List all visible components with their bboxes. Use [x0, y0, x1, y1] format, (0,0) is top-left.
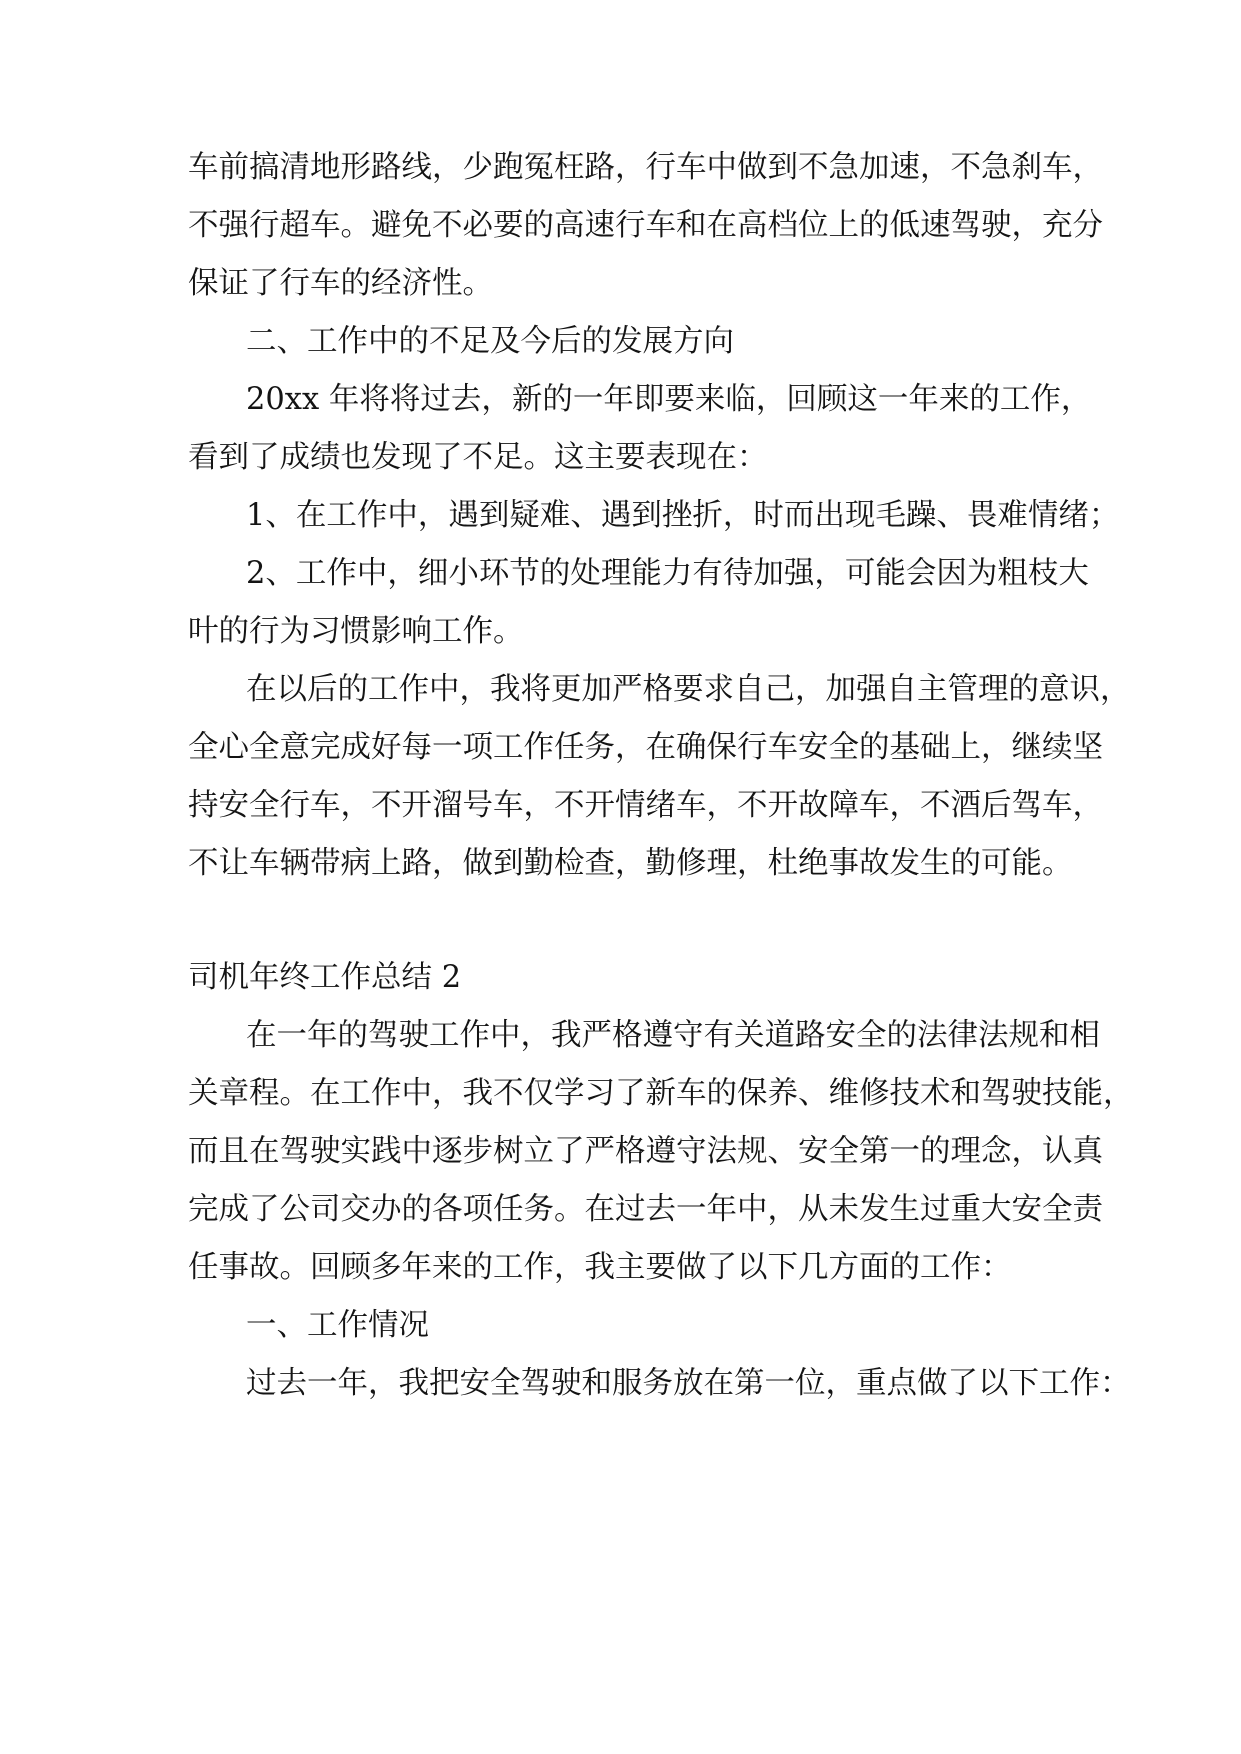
text-line: 20xx 年将将过去，新的一年即要来临，回顾这一年来的工作， [246, 382, 1092, 417]
text-line: 在一年的驾驶工作中，我严格遵守有关道路安全的法律法规和相 [246, 1018, 1100, 1053]
list-item: 2、工作中，细小环节的处理能力有待加强，可能会因为粗枝大 [246, 556, 1089, 591]
text-line: 全心全意完成好每一项工作任务，在确保行车安全的基础上，继续坚 [188, 730, 1103, 765]
text-line: 持安全行车，不开溜号车，不开情绪车，不开故障车，不酒后驾车， [188, 788, 1103, 823]
document-title: 司机年终工作总结 2 [188, 960, 462, 995]
text-line: 而且在驾驶实践中逐步树立了严格遵守法规、安全第一的理念，认真 [188, 1134, 1103, 1169]
text-line: 完成了公司交办的各项任务。在过去一年中，从未发生过重大安全责 [188, 1192, 1103, 1227]
text-line: 在以后的工作中，我将更加严格要求自己，加强自主管理的意识， [246, 672, 1131, 707]
list-item: 1、在工作中，遇到疑难、遇到挫折，时而出现毛躁、畏难情绪； [246, 498, 1120, 533]
section-heading: 二、工作中的不足及今后的发展方向 [246, 324, 734, 359]
text-line: 不强行超车。避免不必要的高速行车和在高档位上的低速驾驶，充分 [188, 208, 1103, 243]
text-line: 过去一年，我把安全驾驶和服务放在第一位，重点做了以下工作： [246, 1366, 1131, 1401]
text-line: 保证了行车的经济性。 [188, 266, 493, 301]
text-line: 看到了成绩也发现了不足。这主要表现在： [188, 440, 768, 475]
text-line: 车前搞清地形路线，少跑冤枉路，行车中做到不急加速，不急刹车， [188, 150, 1103, 185]
text-line: 任事故。回顾多年来的工作，我主要做了以下几方面的工作： [188, 1250, 1012, 1285]
text-line: 不让车辆带病上路，做到勤检查，勤修理，杜绝事故发生的可能。 [188, 846, 1073, 881]
text-line: 叶的行为习惯影响工作。 [188, 614, 524, 649]
section-heading: 一、工作情况 [246, 1308, 429, 1343]
text-line: 关章程。在工作中，我不仅学习了新车的保养、维修技术和驾驶技能， [188, 1076, 1134, 1111]
